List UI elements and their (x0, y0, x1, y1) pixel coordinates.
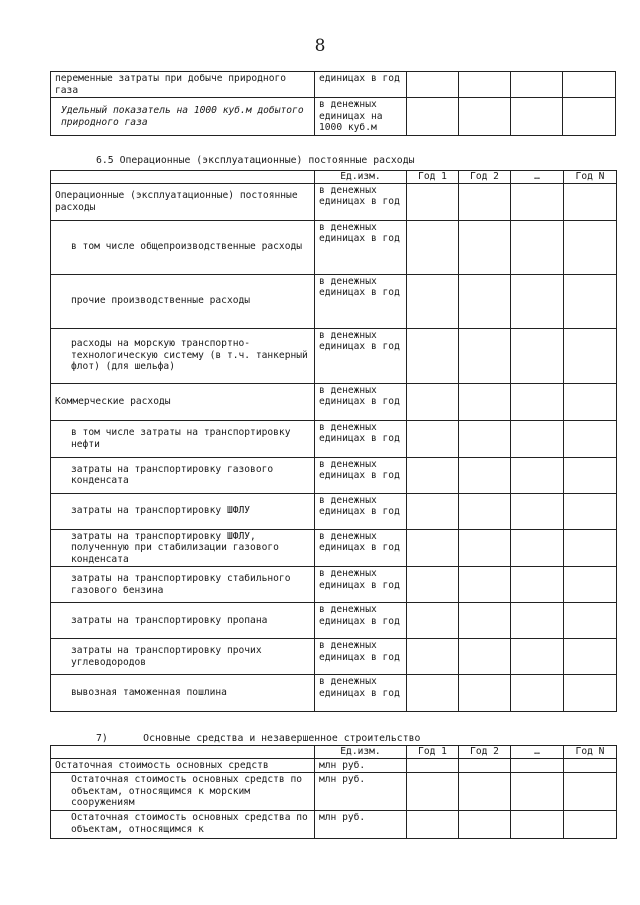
row-unit: в денежных единицах в год (315, 493, 407, 529)
value-cell (564, 493, 617, 529)
value-cell (407, 274, 459, 328)
value-cell (511, 220, 564, 274)
value-cell (407, 529, 459, 567)
row-name: прочие производственные расходы (51, 274, 315, 328)
value-cell (407, 773, 459, 811)
header-name-cell (51, 746, 315, 759)
value-cell (459, 675, 511, 712)
header-ellipsis: … (511, 746, 564, 759)
table-row (51, 603, 617, 639)
row-name: затраты на транспортировку газового конденсата (51, 457, 315, 493)
table-row (51, 457, 617, 493)
table-row (51, 567, 617, 603)
value-cell (407, 675, 459, 712)
gas-variable-costs-table (50, 71, 616, 136)
value-cell (564, 183, 617, 220)
value-cell (511, 758, 564, 773)
header-year-1: Год 1 (407, 171, 459, 184)
value-cell (459, 603, 511, 639)
value-cell (564, 639, 617, 675)
value-cell (459, 183, 511, 220)
value-cell (407, 493, 459, 529)
value-cell (407, 328, 459, 383)
table-row (51, 675, 617, 712)
table-row (51, 773, 617, 811)
row-unit: единицах в год (315, 72, 407, 98)
header-year-2: Год 2 (459, 746, 511, 759)
row-unit: в денежных единицах в год (315, 383, 407, 420)
table-header-row (51, 171, 617, 184)
value-cell (511, 420, 564, 457)
value-cell (564, 383, 617, 420)
table-row (51, 639, 617, 675)
value-cell (511, 773, 564, 811)
value-cell (511, 675, 564, 712)
row-name: расходы на морскую транспортно-технологическую систему (в т.ч. танкерный флот) (для шельфа) (51, 328, 315, 383)
value-cell (459, 328, 511, 383)
header-year-1: Год 1 (407, 746, 459, 759)
value-cell (511, 529, 564, 567)
fixed-assets-table (50, 745, 617, 839)
header-year-n: Год N (564, 746, 617, 759)
header-name-cell (51, 171, 315, 184)
value-cell (511, 457, 564, 493)
value-cell (511, 274, 564, 328)
value-cell (564, 773, 617, 811)
table-header-row (51, 746, 617, 759)
table-row (51, 72, 616, 98)
value-cell (511, 493, 564, 529)
value-cell (459, 758, 511, 773)
row-unit: в денежных единицах в год (315, 567, 407, 603)
value-cell (511, 603, 564, 639)
table-row (51, 220, 617, 274)
value-cell (459, 529, 511, 567)
row-name: переменные затраты при добыче природного газа (51, 72, 315, 98)
value-cell (563, 98, 616, 136)
row-unit: млн руб. (315, 773, 407, 811)
value-cell (459, 98, 511, 136)
table-row (51, 758, 617, 773)
value-cell (459, 493, 511, 529)
row-unit: в денежных единицах в год (315, 328, 407, 383)
value-cell (564, 328, 617, 383)
row-unit: в денежных единицах в год (315, 603, 407, 639)
value-cell (407, 183, 459, 220)
row-unit: в денежных единицах в год (315, 529, 407, 567)
row-unit: в денежных единицах в год (315, 675, 407, 712)
value-cell (407, 639, 459, 675)
section-title-7: 7) Основные средства и незавершенное строительство (96, 733, 421, 744)
header-unit: Ед.изм. (315, 171, 407, 184)
table-row (51, 529, 617, 567)
row-name: вывозная таможенная пошлина (51, 675, 315, 712)
value-cell (564, 457, 617, 493)
value-cell (564, 675, 617, 712)
value-cell (407, 420, 459, 457)
value-cell (407, 72, 459, 98)
row-unit: млн руб. (315, 811, 407, 839)
row-unit: в денежных единицах в год (315, 220, 407, 274)
row-name: в том числе затраты на транспортировку нефти (51, 420, 315, 457)
table-row (51, 493, 617, 529)
value-cell (511, 567, 564, 603)
value-cell (459, 639, 511, 675)
row-unit: в денежных единицах на 1000 куб.м (315, 98, 407, 136)
table-row (51, 811, 617, 839)
row-name: Операционные (эксплуатационные) постоянные расходы (51, 183, 315, 220)
table-row (51, 274, 617, 328)
value-cell (511, 183, 564, 220)
value-cell (511, 639, 564, 675)
row-unit: в денежных единицах в год (315, 183, 407, 220)
header-unit: Ед.изм. (315, 746, 407, 759)
value-cell (511, 811, 564, 839)
value-cell (459, 274, 511, 328)
row-unit: млн руб. (315, 758, 407, 773)
header-ellipsis: … (511, 171, 564, 184)
value-cell (459, 567, 511, 603)
value-cell (459, 811, 511, 839)
value-cell (511, 328, 564, 383)
operating-fixed-costs-table (50, 170, 617, 712)
value-cell (407, 457, 459, 493)
value-cell (459, 72, 511, 98)
value-cell (459, 457, 511, 493)
row-name: Остаточная стоимость основных средств (51, 758, 315, 773)
value-cell (407, 567, 459, 603)
header-year-2: Год 2 (459, 171, 511, 184)
value-cell (564, 567, 617, 603)
value-cell (407, 603, 459, 639)
page-number: 8 (314, 36, 326, 56)
value-cell (564, 220, 617, 274)
row-unit: в денежных единицах в год (315, 420, 407, 457)
table-row (51, 183, 617, 220)
value-cell (459, 383, 511, 420)
row-name: Остаточная стоимость основных средства по объектам, относящимся к (51, 811, 315, 839)
row-unit: в денежных единицах в год (315, 639, 407, 675)
value-cell (407, 383, 459, 420)
value-cell (407, 758, 459, 773)
value-cell (564, 420, 617, 457)
value-cell (459, 220, 511, 274)
value-cell (511, 98, 563, 136)
row-name: затраты на транспортировку стабильного газового бензина (51, 567, 315, 603)
value-cell (459, 420, 511, 457)
row-unit: в денежных единицах в год (315, 457, 407, 493)
value-cell (564, 603, 617, 639)
row-name: затраты на транспортировку пропана (51, 603, 315, 639)
value-cell (564, 758, 617, 773)
table-row (51, 98, 616, 136)
value-cell (511, 383, 564, 420)
row-name: Коммерческие расходы (51, 383, 315, 420)
value-cell (564, 274, 617, 328)
row-name: в том числе общепроизводственные расходы (51, 220, 315, 274)
value-cell (511, 72, 563, 98)
value-cell (459, 773, 511, 811)
value-cell (564, 529, 617, 567)
header-year-n: Год N (564, 171, 617, 184)
row-name: затраты на транспортировку ШФЛУ (51, 493, 315, 529)
row-name: Удельный показатель на 1000 куб.м добытого природного газа (51, 98, 315, 136)
table-row (51, 420, 617, 457)
row-name: затраты на транспортировку ШФЛУ, полученную при стабилизации газового конденсата (51, 529, 315, 567)
value-cell (564, 811, 617, 839)
value-cell (563, 72, 616, 98)
row-unit: в денежных единицах в год (315, 274, 407, 328)
section-title-6-5: 6.5 Операционные (эксплуатационные) постоянные расходы (96, 155, 415, 166)
table-row (51, 383, 617, 420)
value-cell (407, 220, 459, 274)
value-cell (407, 98, 459, 136)
table-row (51, 328, 617, 383)
value-cell (407, 811, 459, 839)
row-name: затраты на транспортировку прочих углеводородов (51, 639, 315, 675)
row-name: Остаточная стоимость основных средств по объектам, относящимся к морским сооружениям (51, 773, 315, 811)
